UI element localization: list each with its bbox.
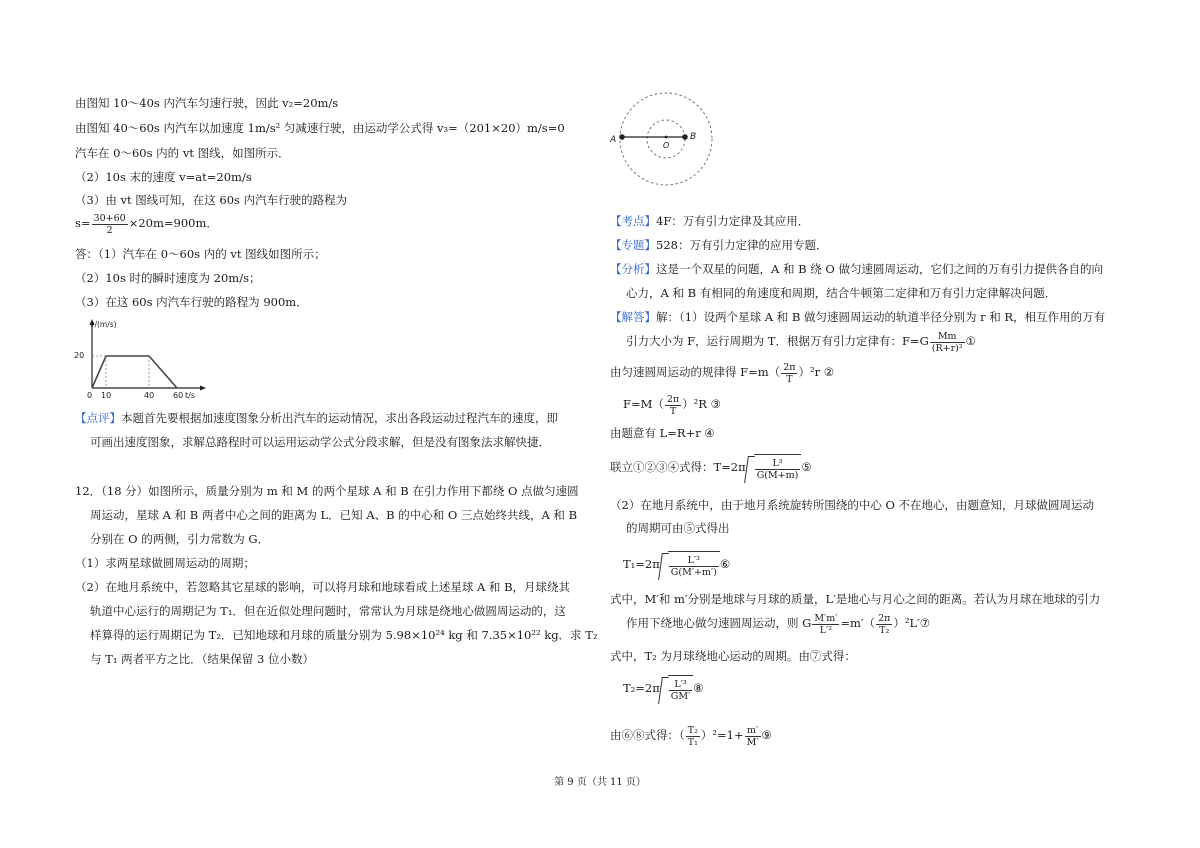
answer-line: （2）10s 时的瞬时速度为 20m/s； bbox=[75, 271, 261, 285]
text-line: （3）由 v⁦t 图线可知，在这 60s 内汽车行驶的路程为 bbox=[75, 193, 348, 207]
review-line: 可画出速度图象，求解总路程时可以运用运动学公式分段求解，但是没有图象法求解快捷． bbox=[90, 435, 550, 449]
eq-6: T₁=2π $\frac{\text{L′³}}{G(M'+m')}$ ⑥ bbox=[623, 550, 730, 580]
question-12: 12．（18 分）如图所示，质量分别为 m 和 M 的两个星球 A 和 B 在引力作用下都绕 O 点做匀速圆 bbox=[75, 484, 579, 498]
answer-line: 答：（1）汽车在 0～60s 内的 v⁦t 图线如图所示； bbox=[75, 247, 326, 261]
label-A: A bbox=[610, 135, 617, 145]
eq-5: 联立①②③④式得：T=2π $\frac{\text{L³}}{G(M+m)}$ ⑤ bbox=[610, 453, 812, 483]
part4-line: 式中，T₂ 为月球绕地心运动的周期。由⑦式得： bbox=[610, 649, 856, 663]
fenxi-line: 【分析】这是一个双星的问题，A 和 B 绕 O 做匀速圆周运动，它们之间的万有引力提供各自的向 bbox=[610, 262, 1103, 276]
formula-distance: s= $\frac{30+60}{2}$ ×20m=900m． bbox=[75, 212, 218, 236]
x-axis-arrow bbox=[200, 386, 206, 391]
binary-star-diagram bbox=[606, 92, 741, 202]
velocity-line bbox=[92, 356, 177, 388]
text-line: 由图知 10～40s 内汽车匀速行驶，因此 v₂=20m/s bbox=[75, 96, 339, 110]
eq-2: 由匀速圆周运动的规律得 F=m（ $\frac{2\pi}{T}$ ）²r ② bbox=[610, 361, 835, 385]
star-B bbox=[682, 134, 688, 140]
vt-graph bbox=[74, 316, 232, 400]
orbit-A bbox=[620, 93, 712, 185]
question-12: 样算得的运行周期记为 T₂．已知地球和月球的质量分别为 5.98×10²⁴ kg 和 7.35×10²² kg．求 T₂ bbox=[90, 628, 598, 642]
question-12: 与 T₁ 两者平方之比．（结果保留 3 位小数） bbox=[90, 652, 314, 666]
question-12: 分别在 O 的两侧，引力常数为 G． bbox=[90, 532, 270, 546]
orbit-B bbox=[647, 120, 685, 158]
x-tick-label: 10 bbox=[101, 391, 112, 400]
eq-8: T₂=2π $\frac{\text{L′³}}{GM'}$ ⑧ bbox=[623, 674, 704, 704]
review-line: 【点评】本题首先要根据加速度图象分析出汽车的运动情况，求出各段运动过程汽车的速度，即 bbox=[75, 411, 558, 425]
question-12: （2）在地月系统中，若忽略其它星球的影响，可以将月球和地球看成上述星球 A 和 B，月球绕其 bbox=[75, 580, 571, 594]
center-O bbox=[665, 136, 668, 139]
text-line: 汽车在 0～60s 内的 v⁦t 图线，如图所示． bbox=[75, 146, 290, 160]
origin-label: 0 bbox=[87, 391, 93, 400]
eq-3: F=M（ $\frac{2\pi}{T}$ ）²R ③ bbox=[623, 393, 721, 417]
label-O: O bbox=[663, 141, 670, 150]
part2-line: 的周期可由⑤式得出 bbox=[626, 521, 730, 535]
text-line: （2）10s 末的速度 v=at=20m/s bbox=[75, 170, 252, 184]
eq-4: 由题意有 L=R+r ④ bbox=[610, 426, 715, 440]
kaodian-line: 【考点】4F：万有引力定律及其应用． bbox=[610, 214, 810, 228]
page-footer: 第 9 页（共 11 页） bbox=[554, 777, 646, 788]
question-12: （1）求两星球做圆周运动的周期； bbox=[75, 556, 255, 570]
eq-gravity: 引力大小为 F，运行周期为 T．根据万有引力定律有：F=G $\frac{Mm}{\text{(R+r)²}}$ ① bbox=[626, 330, 976, 354]
star-A bbox=[619, 134, 625, 140]
text-line: 由图知 40～60s 内汽车以加速度 1m/s² 匀减速行驶，由运动学公式得 v₃=（20⁦1×20）m/s=0 bbox=[75, 121, 565, 135]
x-axis-label: t/s bbox=[185, 391, 195, 400]
zhuanti-line: 【专题】528：万有引力定律的应用专题． bbox=[610, 238, 828, 252]
question-12: 周运动，星球 A 和 B 两者中心之间的距离为 L．已知 A、B 的中心和 O 三点始终共线，A 和 B bbox=[90, 508, 578, 522]
y-axis-label: v/(m/s) bbox=[90, 320, 117, 329]
y-tick-label: 20 bbox=[74, 351, 85, 360]
x-tick-label: 60 bbox=[173, 391, 184, 400]
jieda-line: 【解答】解：（1）设两个星球 A 和 B 做匀速圆周运动的轨道半径分别为 r 和 R，相互作用的万有 bbox=[610, 310, 1106, 324]
eq-9: 由⑥⑧式得：（ $\frac{\text{T₂}}{\text{T₁}}$ ）²=1+ $\frac{m'}{M'}$ ⑨ bbox=[610, 724, 772, 748]
answer-line: （3）在这 60s 内汽车行驶的路程为 900m． bbox=[75, 295, 308, 309]
x-tick-label: 40 bbox=[144, 391, 155, 400]
fenxi-line: 心力，A 和 B 有相同的角速度和周期，结合牛顿第二定律和万有引力定律解决问题． bbox=[626, 286, 1057, 300]
question-12: 轨道中心运行的周期记为 T₁．但在近似处理问题时，常常认为月球是绕地心做圆周运动的，这 bbox=[90, 604, 566, 618]
part3-line: 式中，M′和 m′分别是地球与月球的质量，L′是地心与月心之间的距离。若认为月球在地球的引力 bbox=[610, 592, 1101, 606]
eq-7: 作用下绕地心做匀速圆周运动，则 G $\frac{M'm'}{\text{L′²}}$ =m′（ $\frac{2\pi}{\text{T₂}}$ ）²L′⑦ bbox=[626, 612, 931, 636]
part2-line: （2）在地月系统中，由于地月系统旋转所围绕的中心 O 不在地心，由题意知，月球做圆周运动 bbox=[610, 498, 1095, 512]
label-B: B bbox=[690, 132, 697, 142]
